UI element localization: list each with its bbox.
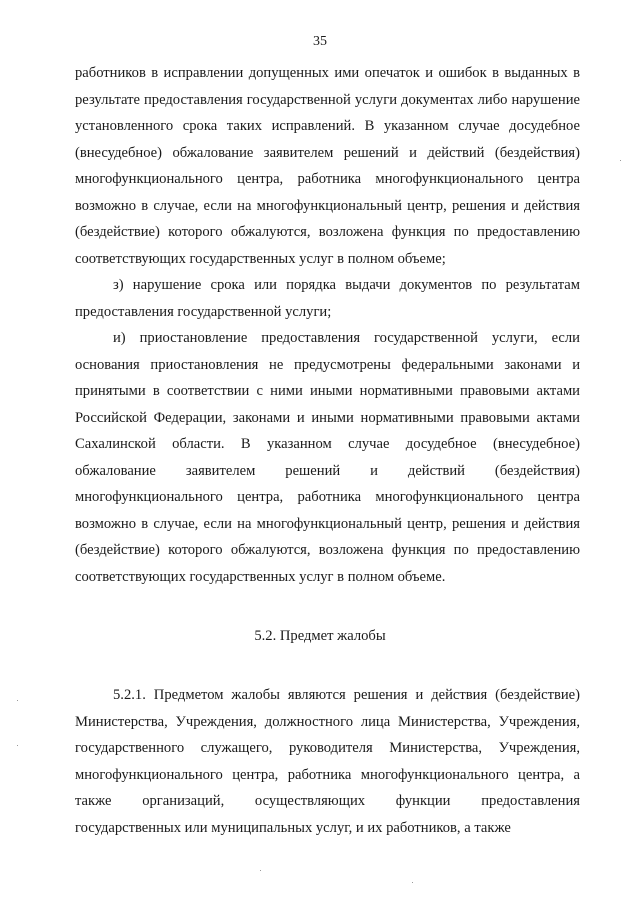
scan-speck <box>17 745 18 746</box>
scan-speck <box>17 700 18 701</box>
paragraph-item-z: з) нарушение срока или порядка выдачи документов по результатам предоставления государственной услуги; <box>75 277 580 320</box>
paragraph-5-2-1: 5.2.1. Предметом жалобы являются решения и действия (бездействие) Министерства, Учреждения, должностного лица Министерства, Учреждения, государственного служащего, руководителя Министерства, Учреждения, многофункционального центра, работника многофункционального центра, а также организаций, осуществляющих функции предоставления государственных или муниципальных услуг, и их работников, а также <box>75 687 580 836</box>
paragraph-item-i: и) приостановление предоставления государственной услуги, если основания приостановления не предусмотрены федеральными законами и принятыми в соответствии с ними иными нормативными правовыми актами Российской Федерации, законами и иными нормативными правовыми актами Сахалинской области. В указанном случае досудебное (внесудебное) обжалование заявителем решений и действий (бездействия) многофункционального центра, работника многофункционального центра возможно в случае, если на многофункциональный центр, решения и действия (бездействие) которого обжалуются, возложена функция по предоставлению соответствующих государственных услуг в полном объеме. <box>75 330 580 585</box>
page-number: 35 <box>313 34 327 49</box>
scan-speck <box>412 882 413 883</box>
scan-speck <box>620 160 621 161</box>
paragraph-continuation: работников в исправлении допущенных ими опечаток и ошибок в выданных в результате предоставления государственной услуги документах либо нарушение установленного срока таких исправлений. В указанном случае досудебное (внесудебное) обжалование заявителем решений и действий (бездействия) многофункционального центра, работника многофункционального центра возможно в случае, если на многофункциональный центр, решения и действия (бездействие) которого обжалуются, возложена функция по предоставлению соответствующих государственных услуг в полном объеме; <box>75 65 580 267</box>
section-heading: 5.2. Предмет жалобы <box>254 628 386 644</box>
document-body-upper <box>75 60 580 590</box>
document-body-lower <box>75 682 580 841</box>
scan-speck <box>260 870 261 871</box>
